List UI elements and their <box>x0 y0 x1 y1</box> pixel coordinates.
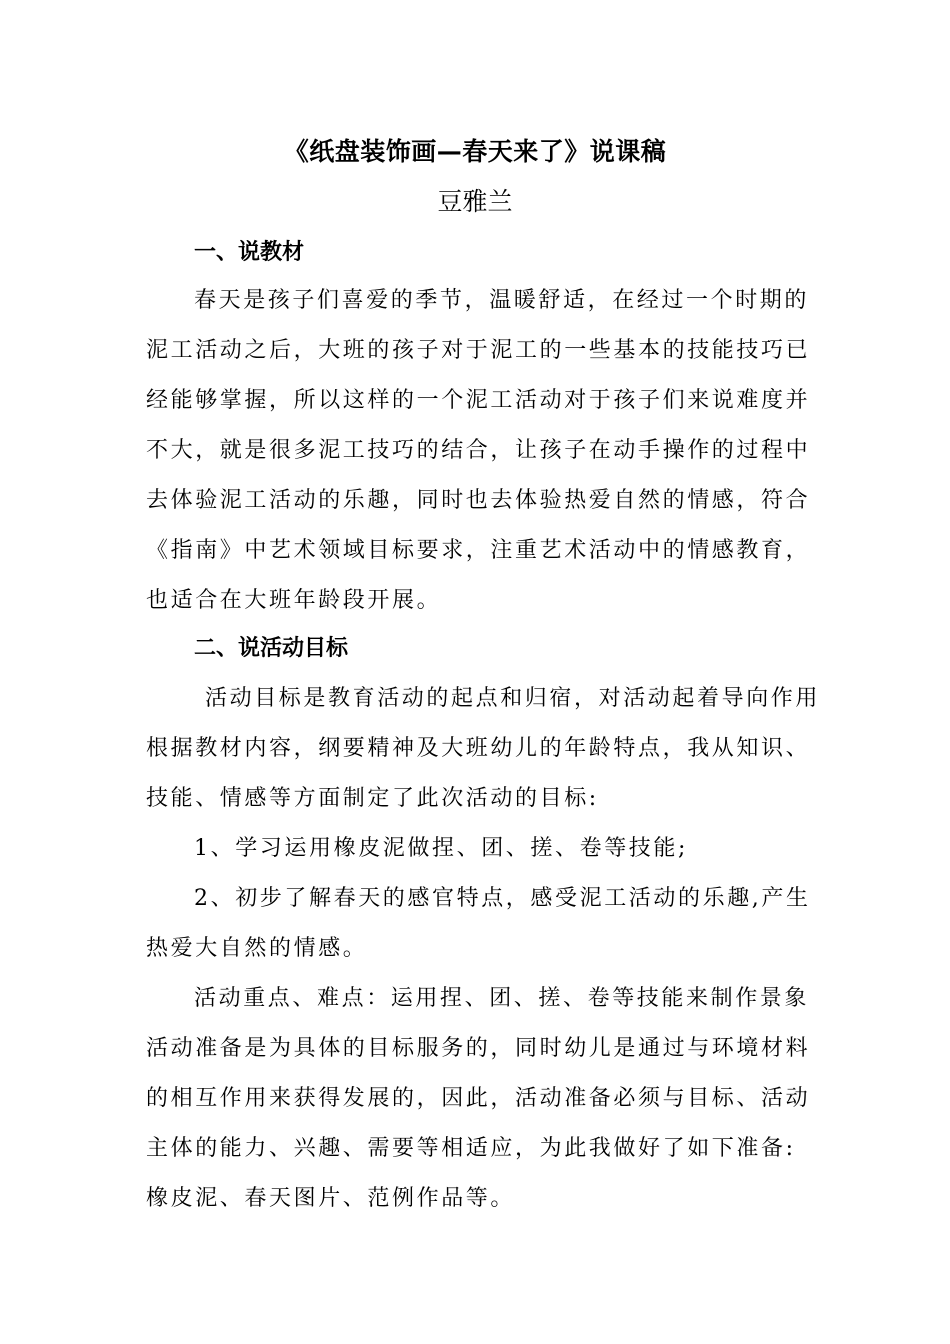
paragraph-line: 经能够掌握，所以这样的一个泥工活动对于孩子们来说难度并 <box>146 388 811 413</box>
paragraph-line: 也适合在大班年龄段开展。 <box>146 588 442 613</box>
paragraph-line: 泥工活动之后，大班的孩子对于泥工的一些基本的技能技巧已 <box>146 338 811 363</box>
paragraph-line: 《指南》中艺术领域目标要求，注重艺术活动中的情感教育， <box>146 538 811 563</box>
paragraph-line: 活动目标是教育活动的起点和归宿，对活动起着导向作用 <box>205 686 821 711</box>
list-item: 1、学习运用橡皮泥做捏、团、搓、卷等技能; <box>194 836 689 861</box>
document-title: 《纸盘装饰画—春天来了》说课稿 <box>283 137 667 166</box>
section-heading-objectives: 二、说活动目标 <box>194 636 349 661</box>
section-heading-textbook: 一、说教材 <box>194 240 305 265</box>
paragraph-line: 主体的能力、兴趣、需要等相适应，为此我做好了如下准备: <box>146 1136 796 1161</box>
paragraph-line: 技能、情感等方面制定了此次活动的目标: <box>146 786 599 811</box>
paragraph-line: 去体验泥工活动的乐趣，同时也去体验热爱自然的情感，符合 <box>146 488 811 513</box>
document-author: 豆雅兰 <box>437 187 513 216</box>
paragraph-line: 春天是孩子们喜爱的季节，温暖舒适，在经过一个时期的 <box>194 288 810 313</box>
paragraph-line: 根据教材内容，纲要精神及大班幼儿的年龄特点，我从知识、 <box>146 736 811 761</box>
list-item: 2、初步了解春天的感官特点，感受泥工活动的乐趣,产生 <box>194 886 811 911</box>
paragraph-line: 活动准备是为具体的目标服务的，同时幼儿是通过与环境材料 <box>146 1036 811 1061</box>
paragraph-line: 热爱大自然的情感。 <box>146 936 368 961</box>
paragraph-line: 不大，就是很多泥工技巧的结合，让孩子在动手操作的过程中 <box>146 438 811 463</box>
paragraph-line: 橡皮泥、春天图片、范例作品等。 <box>146 1186 516 1211</box>
paragraph-line: 活动重点、难点：运用捏、团、搓、卷等技能来制作景象 <box>194 986 810 1011</box>
paragraph-line: 的相互作用来获得发展的，因此，活动准备必须与目标、活动 <box>146 1086 811 1111</box>
